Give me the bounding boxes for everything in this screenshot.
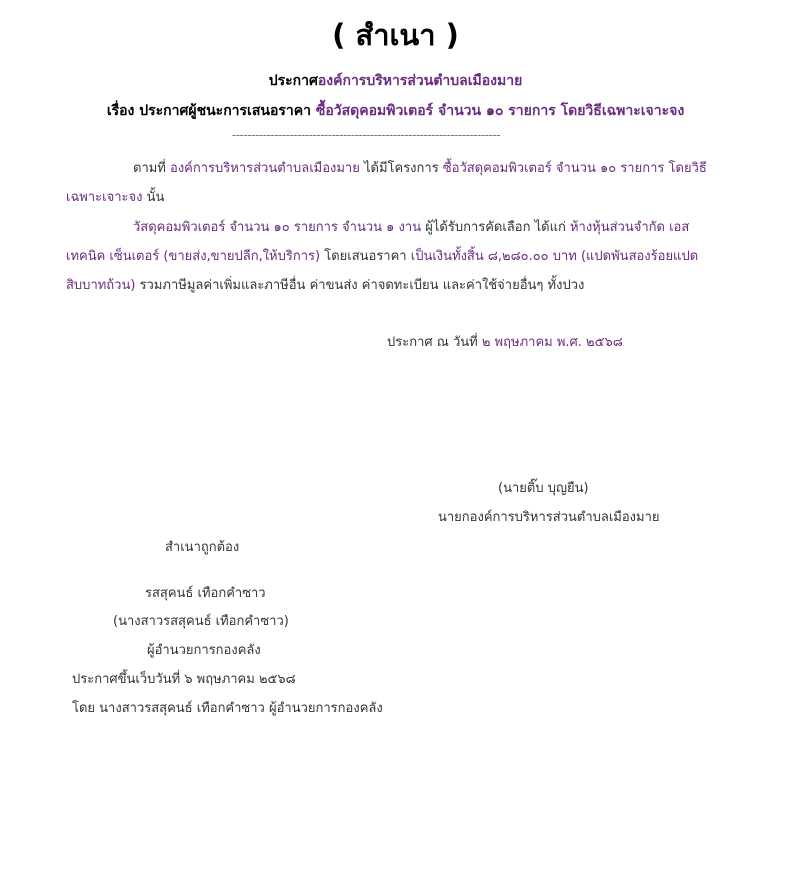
certified-copy-label: สำเนาถูกต้อง [165, 540, 240, 555]
p1-text-a: ตามที่ [133, 161, 171, 176]
p2-vendor-cont: เทคนิค เซ็นเตอร์ (ขายส่ง,ขายปลีก,ให้บริการ) [66, 249, 321, 264]
document-title: ( สำเนา ) [332, 18, 459, 52]
paragraph-1-line-2 [66, 186, 164, 207]
paragraph-2-line-2 [66, 245, 698, 266]
announcement-date [387, 331, 623, 352]
p1-project-cont: เฉพาะเจาะจง [66, 190, 143, 205]
web-posted-by: โดย นางสาวรสสุคนธ์ เทือกคำซาว ผู้อำนวยการกองคลัง [72, 701, 383, 716]
paragraph-1-line-1 [133, 157, 707, 178]
heading-organization: องค์การบริหารส่วนตำบลเมืองมาย [317, 73, 523, 89]
p1-project: ซื้อวัสดุคอมพิวเตอร์ จำนวน ๑๐ รายการ โดยวิธี [442, 161, 707, 176]
signatory-title: นายกองค์การบริหารส่วนตำบลเมืองมาย [438, 510, 660, 525]
web-posted-date: ประกาศขึ้นเว็บวันที่ ๖ พฤษภาคม ๒๕๖๘ [72, 672, 296, 687]
announcement-heading [0, 70, 791, 92]
p3-text: รวมภาษีมูลค่าเพิ่มและภาษีอื่น ค่าขนส่ง ค่าจดทะเบียน และค่าใช้จ่ายอื่นๆ ทั้งปวง [135, 278, 585, 293]
signatory-name: (นายติ๊บ บุญยืน) [498, 481, 589, 496]
p2-price: เป็นเงินทั้งสิ้น ๘,๒๘๐.๐๐ บาท (แปดพันสองร้อยแปด [410, 249, 699, 264]
p2-item: วัสดุคอมพิวเตอร์ จำนวน ๑๐ รายการ จำนวน ๑ งาน [133, 220, 422, 235]
subject-prefix: เรื่อง ประกาศผู้ชนะการเสนอราคา [106, 103, 311, 119]
p2-vendor: ห้างหุ้นส่วนจำกัด เอส [569, 220, 690, 235]
p1-organization: องค์การบริหารส่วนตำบลเมืองมาย [170, 161, 360, 176]
separator-line: ---------------------------------------------------------------------- [232, 128, 501, 142]
subject-heading [0, 100, 791, 122]
p2-text-b: โดยเสนอราคา [320, 249, 411, 264]
paragraph-2-line-1 [133, 216, 689, 237]
certifier-signature: รสสุคนธ์ เทือกคำซาว [145, 586, 266, 601]
announce-date-value: ๒ พฤษภาคม พ.ศ. ๒๕๖๘ [481, 335, 623, 350]
p3-price: สิบบาทถ้วน) [66, 278, 136, 293]
p1-text-end: นั้น [142, 190, 165, 205]
certifier-name: (นางสาวรสสุคนธ์ เทือกคำซาว) [113, 614, 289, 629]
announce-prefix: ประกาศ ณ วันที่ [387, 335, 482, 350]
heading-prefix: ประกาศ [268, 73, 318, 89]
certifier-position: ผู้อำนวยการกองคลัง [147, 643, 261, 658]
p1-text-b: ได้มีโครงการ [359, 161, 443, 176]
paragraph-2-line-3 [66, 274, 584, 295]
p2-text-a: ผู้ได้รับการคัดเลือก ได้แก่ [421, 220, 570, 235]
subject-title: ซื้อวัสดุคอมพิวเตอร์ จำนวน ๑๐ รายการ โดยวิธีเฉพาะเจาะจง [310, 103, 685, 119]
